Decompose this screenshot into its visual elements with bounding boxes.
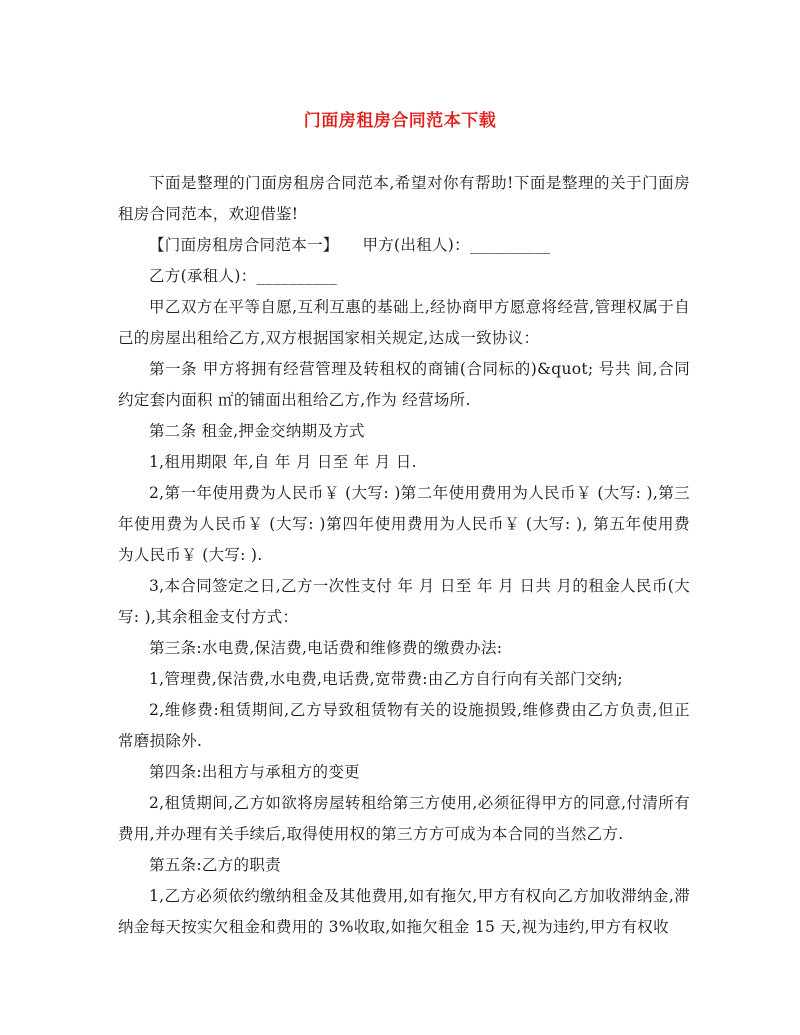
paragraph-article-3-item-1: 1,管理费,保洁费,水电费,电话费,宽带费:由乙方自行向有关部门交纳;: [149, 670, 623, 688]
paragraph-article-4-heading: 第四条:出租方与承租方的变更: [149, 763, 360, 781]
paragraph-article-2-item-1: 1,租用期限 年,自 年 月 日至 年 月 日.: [149, 453, 417, 471]
paragraph-article-1: 第一条 甲方将拥有经营管理及转租权的商铺(合同标的)&quot; 号共 间,合同约定套内面积 ㎡的铺面出租给乙方,作为 经营场所.: [118, 360, 690, 409]
paragraph-article-2-heading: 第二条 租金,押金交纳期及方式: [149, 422, 365, 440]
paragraph-article-4-item-2: 2,租赁期间,乙方如欲将房屋转租给第三方使用,必须征得甲方的同意,付清所有费用,并办理有关手续后,取得使用权的第三方方可成为本合同的当然乙方.: [118, 794, 690, 843]
paragraph-article-5-heading: 第五条:乙方的职责: [149, 856, 281, 874]
paragraph-article-3-heading: 第三条:水电费,保洁费,电话费和维修费的缴费办法:: [149, 639, 503, 657]
document-title: 门面房租房合同范本下载: [303, 111, 497, 131]
paragraph-party-a: 【门面房租房合同范本一】 甲方(出租人)：__________: [149, 236, 551, 254]
paragraph-article-3-item-2: 2,维修费:租赁期间,乙方导致租赁物有关的设施损毁,维修费由乙方负责,但正常磨损除外.: [118, 701, 690, 750]
paragraph-agreement: 甲乙双方在平等自愿,互利互惠的基础上,经协商甲方愿意将经营,管理权属于自己的房屋出租给乙方,双方根据国家相关规定,达成一致协议：: [118, 298, 690, 347]
paragraph-party-b: 乙方(承租人)：__________: [149, 267, 337, 285]
paragraph-article-5-item-1: 1,乙方必须依约缴纳租金及其他费用,如有拖欠,甲方有权向乙方加收滞纳金,滞纳金每天按实欠租金和费用的 3%收取,如拖欠租金 15 天,视为违约,甲方有权收: [118, 887, 690, 936]
paragraph-article-2-item-3: 3,本合同签定之日,乙方一次性支付 年 月 日至 年 月 日共 月的租金人民币(大写: ),其余租金支付方式：: [118, 577, 690, 626]
paragraph-article-2-item-2: 2,第一年使用费为人民币￥ (大写: )第二年使用费用为人民币￥ (大写: ),第三年使用费为人民币￥ (大写: )第四年使用费用为人民币￥ (大写: ), 第五年使用费为人民币￥ (大写: ).: [118, 484, 690, 564]
paragraph-intro: 下面是整理的门面房租房合同范本,希望对你有帮助!下面是整理的关于门面房租房合同范本，欢迎借鉴!: [118, 174, 690, 223]
document-body: [118, 168, 690, 943]
